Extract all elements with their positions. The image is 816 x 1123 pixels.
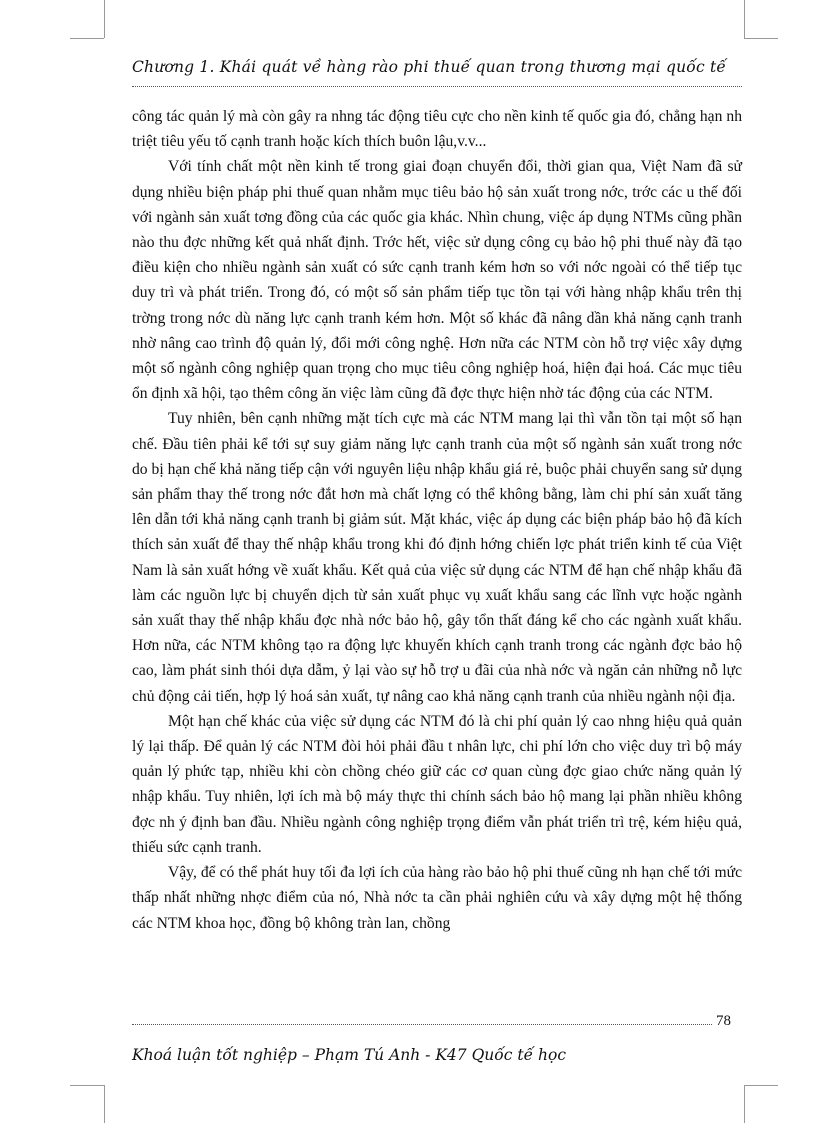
crop-mark	[70, 1085, 104, 1086]
crop-mark	[744, 38, 778, 39]
crop-mark	[70, 38, 104, 39]
crop-mark	[744, 1085, 745, 1123]
body-text	[132, 104, 742, 936]
paragraph: Một hạn chế khác của việc sử dụng các NTM đó là chi phí quản lý cao nhng hiệu quả quản lý lại thấp. Để quản lý các NTM đòi hỏi phải đầu t nhân lực, chi phí lớn cho việc duy trì bộ máy quản lý phức tạp, nhiều khi còn chồng chéo giữ các cơ quan cùng đợc giao chức năng quản lý nhập khẩu. Tuy nhiên, lợi ích mà bộ máy thực thi chính sách bảo hộ mang lại phần nhiều không đợc nh ý định ban đầu. Nhiều ngành công nghiệp trọng điểm vẫn phát triển trì trệ, kém hiệu quả, thiếu sức cạnh tranh.	[132, 712, 742, 856]
header-divider	[132, 86, 742, 87]
paragraph: Tuy nhiên, bên cạnh những mặt tích cực mà các NTM mang lại thì vẫn tồn tại một số hạn chế. Đầu tiên phải kể tới sự suy giảm năng lực cạnh tranh của một số ngành sản xuất trong nớc do bị hạn chế khả năng tiếp cận với nguyên liệu nhập khẩu giá rẻ, buộc phải chuyển sang sử dụng sản phẩm thay thế trong nớc đắt hơn mà chất lợng có thể không bằng, làm chi phí sản xuất tăng lên dẫn tới khả năng cạnh tranh bị giảm sút. Mặt khác, việc áp dụng các biện pháp bảo hộ đã kích thích sản xuất để thay thế nhập khẩu trong khi đó định hớng chiến lợc phát triển kinh tế của Việt Nam là sản xuất hớng về xuất khẩu. Kết quả của việc sử dụng các NTM để hạn chế nhập khẩu đã làm các nguồn lực bị chuyển dịch từ sản xuất phục vụ xuất khẩu sang các lĩnh vực hoặc ngành sản xuất thay thế nhập khẩu đợc nhà nớc bảo hộ, gây tổn thất đáng kể cho các ngành xuất khẩu. Hơn nữa, các NTM không tạo ra động lực khuyến khích cạnh tranh trong các ngành đợc bảo hộ cao, làm phát sinh thói dựa dẫm, ỷ lại vào sự hỗ trợ u đãi của nhà nớc và ngăn cản những nỗ lực chủ động cải tiến, hợp lý hoá sản xuất, tự nâng cao khả năng cạnh tranh của nhiều ngành nội địa.	[132, 410, 742, 705]
crop-mark	[104, 1085, 105, 1123]
footer-divider	[132, 1024, 712, 1025]
chapter-header: Chương 1. Khái quát về hàng rào phi thuế quan trong thương mại quốc tế	[132, 58, 727, 76]
page-number: 78	[716, 1013, 731, 1029]
paragraph: Vậy, để có thể phát huy tối đa lợi ích của hàng rào bảo hộ phi thuế cũng nh hạn chế tới mức thấp nhất những nhợc điểm của nó, Nhà nớc ta cần phải nghiên cứu và xây dựng một hệ thống các NTM khoa học, đồng bộ không tràn lan, chồng	[132, 864, 742, 932]
thesis-footer: Khoá luận tốt nghiệp – Phạm Tú Anh - K47 Quốc tế học	[132, 1046, 567, 1064]
crop-mark	[744, 1085, 778, 1086]
paragraph: Với tính chất một nền kinh tế trong giai đoạn chuyển đổi, thời gian qua, Việt Nam đã sử dụng nhiều biện pháp phi thuế quan nhằm mục tiêu bảo hộ sản xuất trong nớc, trớc các u thế đối với ngành sản xuất tơng đồng của các quốc gia khác. Nhìn chung, việc áp dụng NTMs cũng phần nào thu đợc những kết quả nhất định. Trớc hết, việc sử dụng công cụ bảo hộ phi thuế này đã tạo điều kiện cho nhiều ngành sản xuất có sức cạnh tranh kém hơn so với nớc ngoài có thể tiếp tục duy trì và phát triển. Trong đó, có một số sản phẩm tiếp tục tồn tại với hàng nhập khẩu trên thị trờng trong nớc dù năng lực cạnh tranh kém hơn. Một số khác đã nâng dần khả năng cạnh tranh nhờ nâng cao trình độ quản lý, đổi mới công nghệ. Hơn nữa các NTM còn hỗ trợ việc xây dựng một số ngành công nghiệp quan trọng cho mục tiêu công nghiệp hoá, hiện đại hoá. Các mục tiêu ổn định xã hội, tạo thêm công ăn việc làm cũng đã đợc thực hiện nhờ tác động của các NTM.	[132, 158, 742, 403]
paragraph: công tác quản lý mà còn gây ra nhng tác động tiêu cực cho nền kinh tế quốc gia đó, chẳng hạn nh triệt tiêu yếu tố cạnh tranh hoặc kích thích buôn lậu,v.v...	[132, 108, 742, 151]
crop-mark	[104, 0, 105, 38]
crop-mark	[744, 0, 745, 38]
